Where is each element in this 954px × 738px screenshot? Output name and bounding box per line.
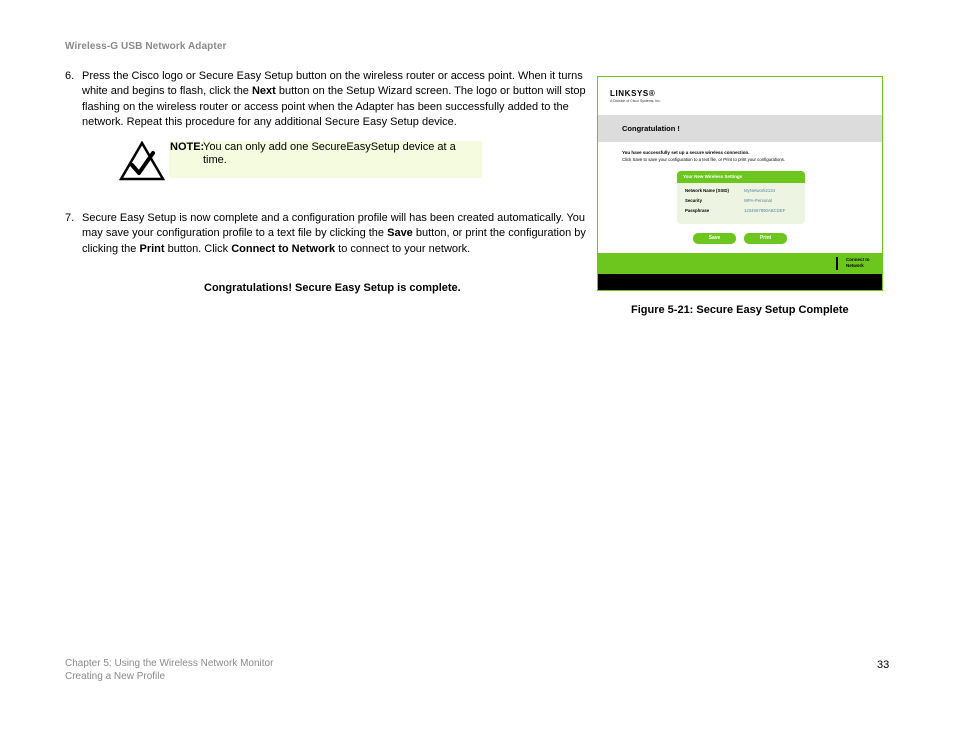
print-keyword: Print [139, 242, 165, 255]
wizard-footer-bar [598, 253, 882, 274]
step-number: 6. [65, 70, 75, 82]
page-number: 33 [877, 659, 890, 671]
footer-chapter: Chapter 5: Using the Wireless Network Monitor [65, 658, 274, 669]
ssid-value: MyNetwork2134 [744, 188, 776, 193]
settings-panel-title: Your New Wireless Settings [683, 174, 743, 179]
text-run: button, or print the configuration by clicking the [82, 227, 586, 255]
divider [836, 257, 838, 270]
step-6 [65, 69, 590, 131]
text-run: Secure Easy Setup is now complete and a configuration profile will has been created automatically. You may save your configuration profile to a text file by clicking the [82, 212, 586, 240]
document-header: Wireless-G USB Network Adapter [65, 41, 227, 52]
wizard-title: Congratulation ! [622, 124, 680, 133]
print-button[interactable]: Print [744, 233, 787, 244]
passphrase-value: 1234567890ABCDEF [744, 208, 786, 213]
settings-panel [677, 171, 805, 224]
document-footer [65, 657, 273, 683]
step-7 [65, 211, 590, 259]
save-button[interactable]: Save [693, 233, 736, 244]
security-label: Security [685, 198, 702, 203]
wizard-bottom-strip [598, 274, 882, 291]
note-box [169, 141, 482, 178]
text-run: Press the Cisco logo or Secure Easy Setup button on the wireless router or access point. When it turns white and begins to flash, click the [82, 70, 583, 98]
security-value: WPA-Personal [744, 198, 772, 203]
settings-panel-header [677, 171, 805, 183]
instruction-message: Click Save to save your configuration to a text file, or Print to print your configurations. [622, 157, 786, 162]
connect-keyword: Connect to Network [231, 242, 336, 255]
linksys-logo: LINKSYS® [610, 89, 656, 98]
congrats-caption: Congratulations! Secure Easy Setup is complete. [204, 282, 461, 294]
note-text: You can only add one SecureEasySetup device at a time. [203, 141, 456, 166]
footer-section: Creating a New Profile [65, 671, 166, 682]
connect-to-network-button[interactable]: Connect to Network [846, 257, 870, 268]
setup-wizard-screenshot [597, 76, 883, 291]
step-text [82, 211, 587, 257]
checkmark-warning-icon [119, 141, 165, 181]
passphrase-label: Passphrase [685, 208, 710, 213]
figure-caption: Figure 5-21: Secure Easy Setup Complete [631, 304, 849, 316]
note-label: NOTE: [170, 141, 205, 153]
step-text [82, 69, 587, 130]
step-number: 7. [65, 212, 75, 224]
text-run: button. Click [164, 242, 232, 255]
text-run: button on the Setup Wizard screen. The logo or button will stop flashing on the wireless router or access point when the Adapter has been successfully added to the network. Repeat this procedure for any additional Secure Easy Setup device. [82, 85, 586, 128]
text-run: to connect to your network. [335, 242, 471, 255]
title-band [598, 115, 882, 142]
ssid-label: Network Name (SSID) [685, 188, 729, 193]
success-message: You have successfully set up a secure wireless connection. [622, 150, 750, 155]
save-keyword: Save [387, 227, 413, 240]
logo-subtitle: A Division of Cisco Systems, Inc. [610, 99, 661, 103]
next-keyword: Next [251, 85, 276, 98]
